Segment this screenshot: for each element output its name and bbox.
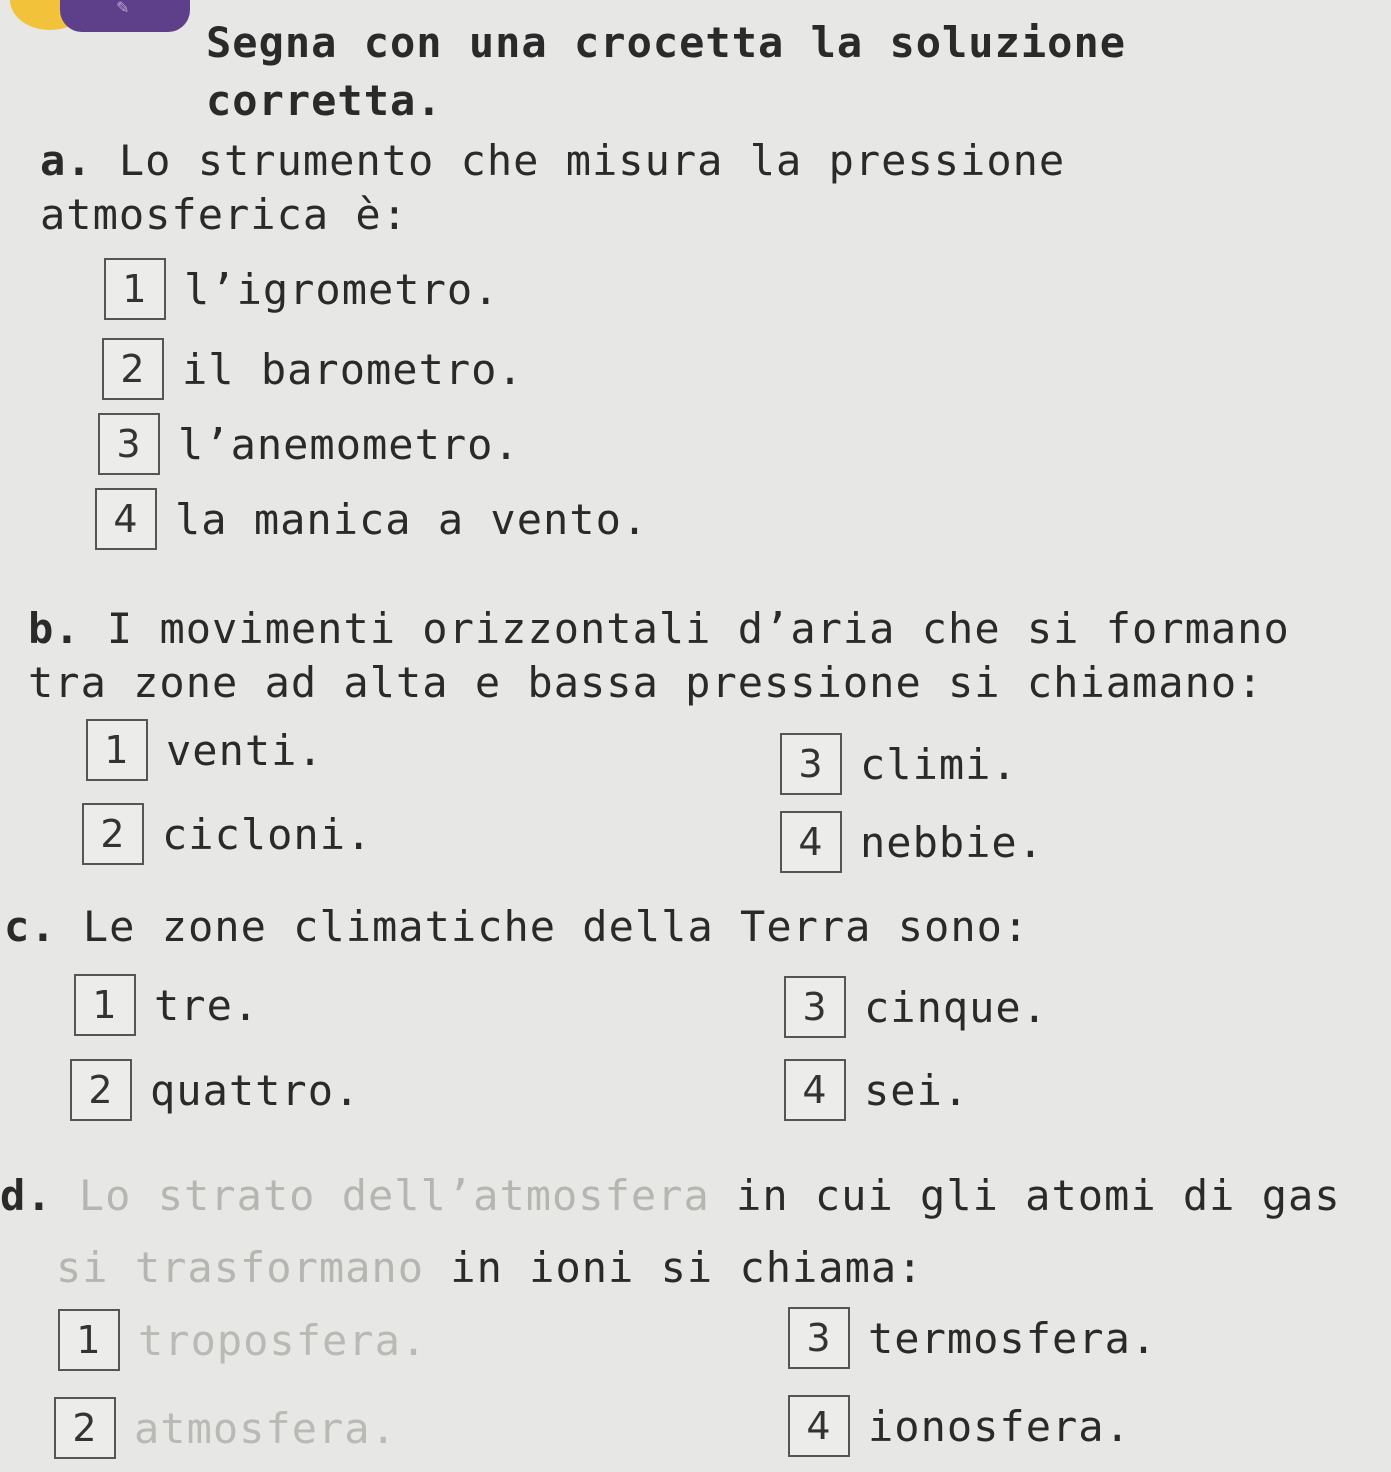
checkbox[interactable]: 2	[54, 1397, 116, 1459]
option-label: ionosfera.	[868, 1401, 1131, 1451]
question-c	[4, 900, 1104, 954]
option-label: il barometro.	[182, 344, 524, 394]
option-label: sei.	[864, 1065, 970, 1115]
checkbox[interactable]: 3	[780, 733, 842, 795]
question-text-faded: Lo strato dell’atmosfera	[78, 1171, 710, 1220]
question-text: in ioni si chiama:	[424, 1243, 924, 1292]
option-d-4[interactable]	[788, 1394, 1131, 1458]
option-d-2[interactable]	[54, 1396, 397, 1460]
question-line-1	[0, 1160, 1391, 1232]
option-a-4[interactable]	[95, 487, 648, 551]
option-label: venti.	[166, 725, 324, 775]
option-label: troposfera.	[138, 1315, 428, 1365]
checkbox[interactable]: 1	[74, 974, 136, 1036]
question-letter: a.	[40, 136, 93, 185]
option-a-3[interactable]	[98, 412, 520, 476]
option-b-3[interactable]	[780, 732, 1018, 796]
option-d-1[interactable]	[58, 1308, 427, 1372]
option-label: cinque.	[864, 982, 1049, 1032]
checkbox[interactable]: 3	[784, 976, 846, 1038]
option-a-1[interactable]	[104, 257, 499, 321]
question-text-faded: si trasformano	[56, 1243, 425, 1292]
checkbox[interactable]: 2	[82, 803, 144, 865]
option-label: nebbie.	[860, 817, 1045, 867]
option-c-2[interactable]	[70, 1058, 360, 1122]
question-line-2	[0, 1232, 1391, 1304]
option-label: tre.	[154, 980, 260, 1030]
checkbox[interactable]: 3	[788, 1307, 850, 1369]
checkbox[interactable]: 4	[780, 811, 842, 873]
option-label: l’anemometro.	[178, 419, 520, 469]
option-d-3[interactable]	[788, 1306, 1157, 1370]
question-text: Lo strumento che misura la pressione atmosferica è:	[40, 136, 1066, 239]
section-logo-icon: ✎	[116, 0, 130, 17]
question-letter: d.	[0, 1171, 53, 1220]
option-label: l’igrometro.	[184, 264, 500, 314]
option-label: atmosfera.	[134, 1403, 397, 1453]
option-label: quattro.	[150, 1065, 361, 1115]
question-text: I movimenti orizzontali d’aria che si formano tra zone ad alta e bassa pressione si chiamano:	[28, 604, 1290, 707]
checkbox[interactable]: 1	[86, 719, 148, 781]
question-letter: b.	[28, 604, 81, 653]
checkbox[interactable]: 4	[95, 488, 157, 550]
option-label: la manica a vento.	[175, 494, 649, 544]
question-a	[40, 134, 1100, 242]
option-label: climi.	[860, 739, 1018, 789]
checkbox[interactable]: 1	[58, 1309, 120, 1371]
question-text: in cui gli atomi di gas	[709, 1171, 1341, 1220]
question-letter: c.	[4, 902, 57, 951]
checkbox[interactable]: 2	[102, 338, 164, 400]
checkbox[interactable]: 4	[784, 1059, 846, 1121]
question-b	[28, 602, 1368, 710]
checkbox[interactable]: 2	[70, 1059, 132, 1121]
option-c-3[interactable]	[784, 975, 1048, 1039]
corner-purple-tab	[60, 0, 190, 32]
option-a-2[interactable]	[102, 337, 524, 401]
option-b-1[interactable]	[86, 718, 324, 782]
option-label: cicloni.	[162, 809, 373, 859]
option-b-2[interactable]	[82, 802, 372, 866]
question-d	[0, 1160, 1391, 1304]
checkbox[interactable]: 3	[98, 413, 160, 475]
checkbox[interactable]: 4	[788, 1395, 850, 1457]
option-c-4[interactable]	[784, 1058, 969, 1122]
checkbox[interactable]: 1	[104, 258, 166, 320]
question-text: Le zone climatiche della Terra sono:	[82, 902, 1030, 951]
option-c-1[interactable]	[74, 973, 259, 1037]
option-b-4[interactable]	[780, 810, 1044, 874]
option-label: termosfera.	[868, 1313, 1158, 1363]
instruction-text: Segna con una crocetta la soluzione corretta.	[206, 18, 1127, 125]
